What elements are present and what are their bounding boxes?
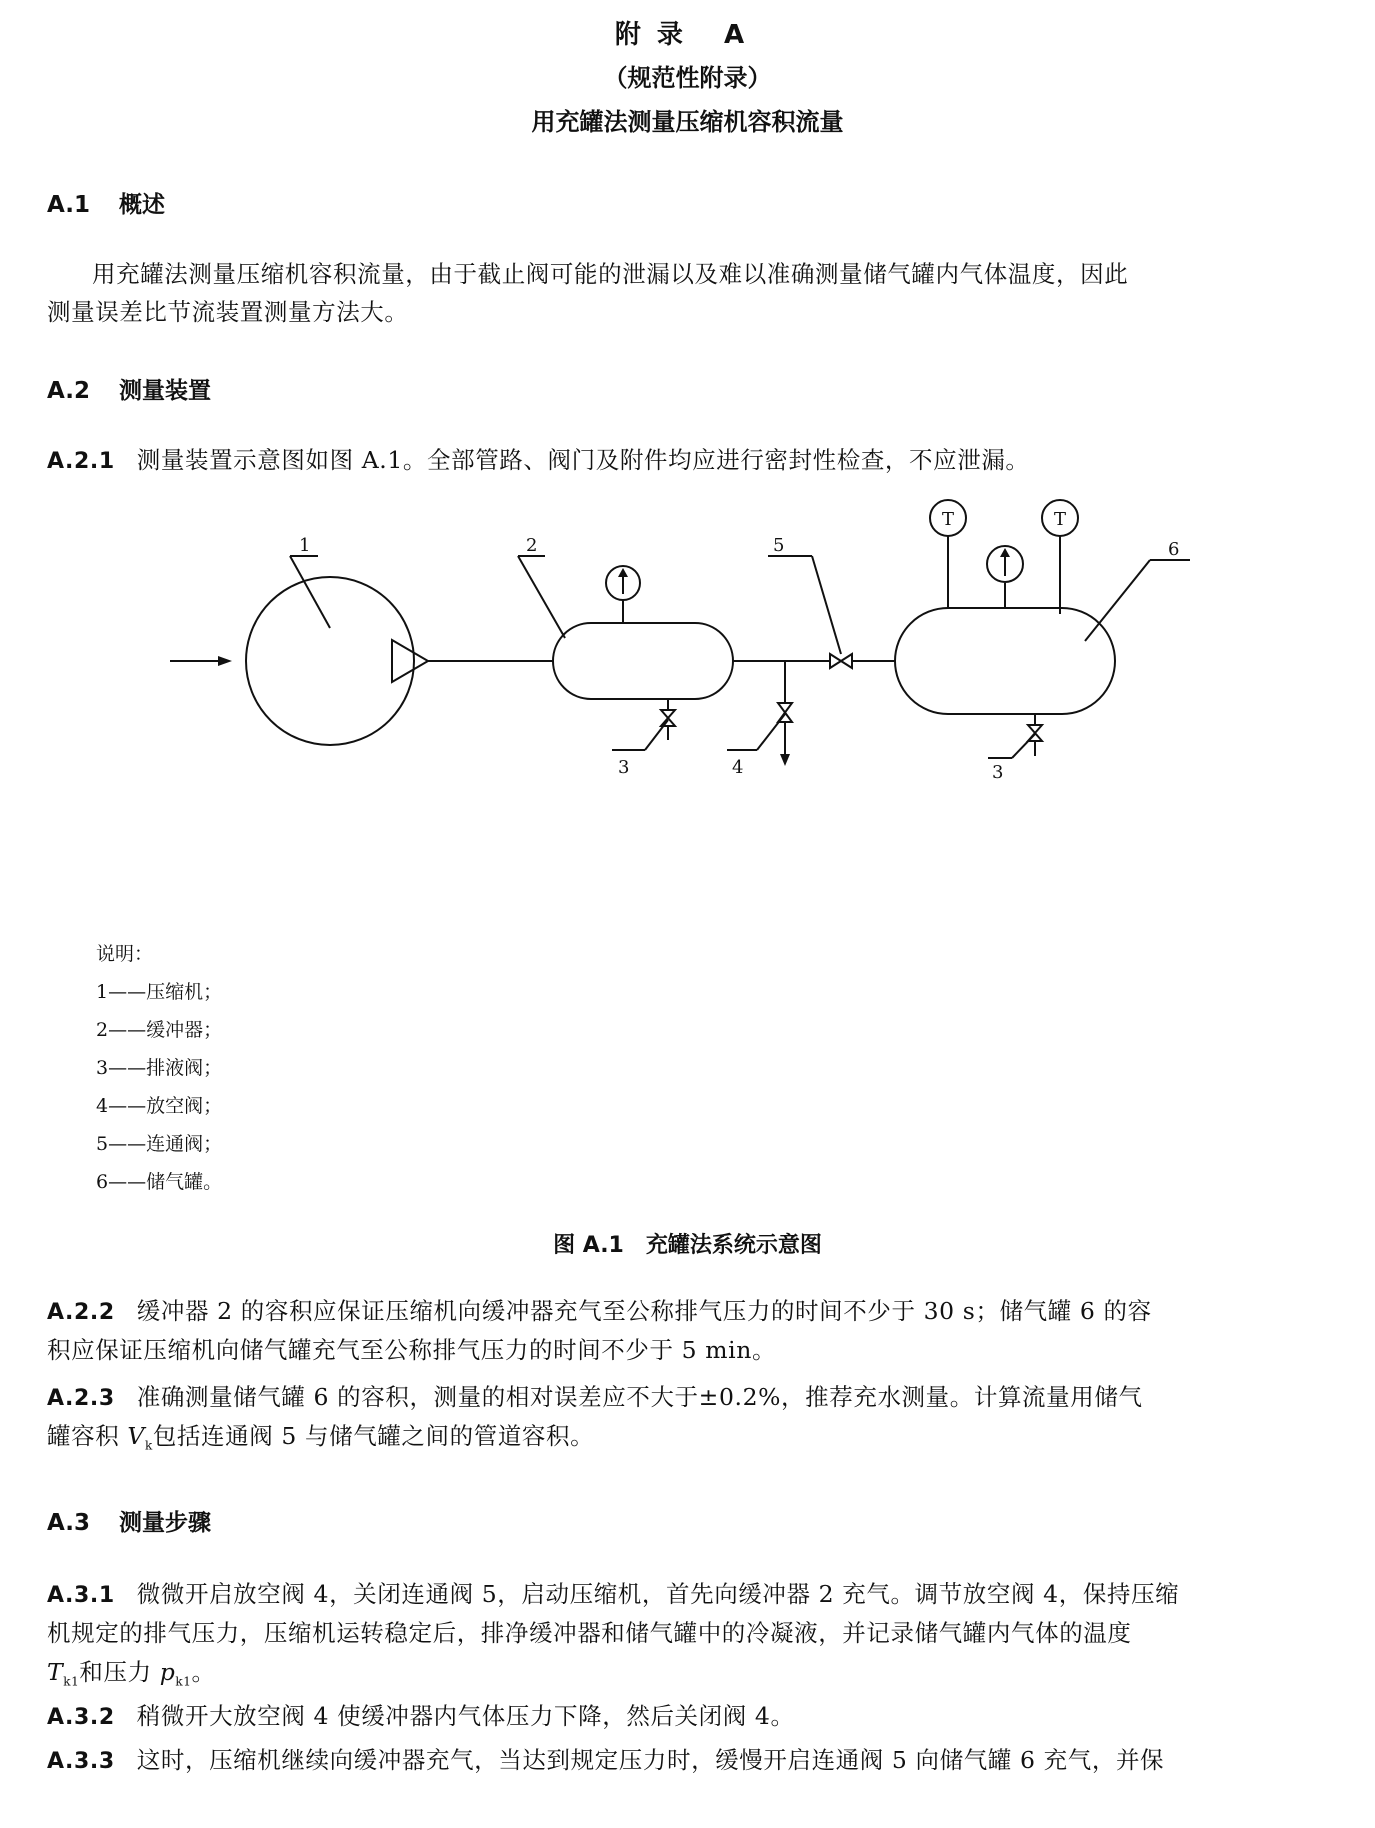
section-number: A.1 [47,192,90,218]
paragraph-a332 [47,1696,795,1738]
paragraph-number: A.3.3 [47,1749,115,1774]
text: 和压力 [79,1658,160,1686]
buffer-tank [553,623,733,699]
diagram-label: 2 [526,535,538,556]
section-number: A.2 [47,378,90,404]
paragraph-number: A.3.1 [47,1583,115,1608]
paragraph-a333 [47,1740,1164,1782]
variable: V [127,1422,145,1450]
leader-line [812,556,841,654]
figure-caption: 图 A.1 充罐法系统示意图 [553,1233,822,1258]
legend-title: 说明： [96,943,154,965]
paragraph-number: A.2.1 [47,449,115,474]
leader-line [1012,734,1035,758]
leader-line [757,714,785,750]
text: 包括连通阀 5 与储气罐之间的管道容积。 [152,1422,595,1450]
overview-line-2: 测量误差比节流装置测量方法大。 [47,298,409,326]
legend-item: 5——连通阀； [96,1133,223,1155]
legend-item: 6——储气罐。 [96,1171,223,1193]
paragraph-text: 稍微开大放空阀 4 使缓冲器内气体压力下降，然后关闭阀 4。 [136,1702,795,1730]
appendix-title: 用充罐法测量压缩机容积流量 [531,108,844,136]
compressor-triangle [392,640,428,682]
variable: T [47,1658,64,1686]
section-number: A.3 [47,1510,90,1536]
paragraph-text: 准确测量储气罐 6 的容积，测量的相对误差应不大于±0.2%，推荐充水测量。计算流量用储气 [136,1383,1143,1411]
paragraph-a221 [47,440,1030,482]
drain-valve-icon [661,710,675,726]
storage-tank [895,608,1115,714]
paragraph-text: 这时，压缩机继续向缓冲器充气，当达到规定压力时，缓慢开启连通阀 5 向储气罐 6 充气，并保 [136,1746,1165,1774]
diagram-label: 6 [1168,539,1180,560]
paragraph-a331-line-1 [47,1574,1179,1616]
section-a1-heading [47,186,165,219]
leader-line [518,556,565,638]
subscript: k1 [175,1674,192,1689]
appendix-type: （规范性附录） [603,64,772,92]
appendix-heading: 附录 A [614,20,761,50]
section-title: 测量步骤 [119,1510,211,1536]
legend-item: 1——压缩机； [96,981,223,1003]
legend-item: 3——排液阀； [96,1057,223,1079]
paragraph-number: A.3.2 [47,1705,115,1730]
leader-line [290,556,330,628]
diagram-label: 3 [618,757,630,778]
variable: p [159,1658,176,1686]
paragraph-a223-line-1 [47,1377,1143,1419]
paragraph-a331-line-3 [47,1652,216,1702]
leader-line [1085,560,1150,641]
diagram-label: 1 [299,535,311,556]
paragraph-a331-line-2: 机规定的排气压力，压缩机运转稳定后，排净缓冲器和储气罐中的冷凝液，并记录储气罐内气体的温度 [47,1619,1132,1647]
thermometer-label: T [941,509,955,530]
section-title: 概述 [119,192,165,218]
paragraph-text: 微微开启放空阀 4，关闭连通阀 5，启动压缩机，首先向缓冲器 2 充气。调节放空阀 4，保持压缩 [136,1580,1180,1608]
diagram-label: 5 [773,535,785,556]
paragraph-text: 测量装置示意图如图 A.1。全部管路、阀门及附件均应进行密封性检查，不应泄漏。 [136,446,1030,474]
paragraph-a223-line-2 [47,1416,594,1466]
diagram-label: 3 [992,762,1004,783]
connecting-valve-icon [830,654,852,668]
subscript: k1 [63,1674,80,1689]
section-title: 测量装置 [119,378,211,404]
leader-line [645,720,668,750]
vent-arrowhead [780,754,790,766]
compressor-circle [246,577,414,745]
schematic-diagram [0,488,1375,788]
paragraph-number: A.2.2 [47,1300,115,1325]
diagram-label: 4 [732,757,744,778]
legend-item: 4——放空阀； [96,1095,223,1117]
paragraph-number: A.2.3 [47,1386,115,1411]
text: 。 [191,1658,216,1686]
overview-line-1: 用充罐法测量压缩机容积流量，由于截止阀可能的泄漏以及难以准确测量储气罐内气体温度，因此 [92,260,1129,288]
thermometer-label: T [1053,509,1067,530]
paragraph-a222-line-2: 积应保证压缩机向储气罐充气至公称排气压力的时间不少于 5 min。 [47,1336,777,1364]
text: 罐容积 [47,1422,128,1450]
inlet-arrowhead [218,656,232,666]
paragraph-text: 缓冲器 2 的容积应保证压缩机向缓冲器充气至公称排气压力的时间不少于 30 s；储气罐 6 的容 [136,1297,1152,1325]
legend-item: 2——缓冲器； [96,1019,223,1041]
subscript: k [144,1438,153,1453]
paragraph-a222-line-1 [47,1291,1152,1333]
section-a3-heading [47,1504,211,1537]
section-a2-heading [47,372,211,405]
